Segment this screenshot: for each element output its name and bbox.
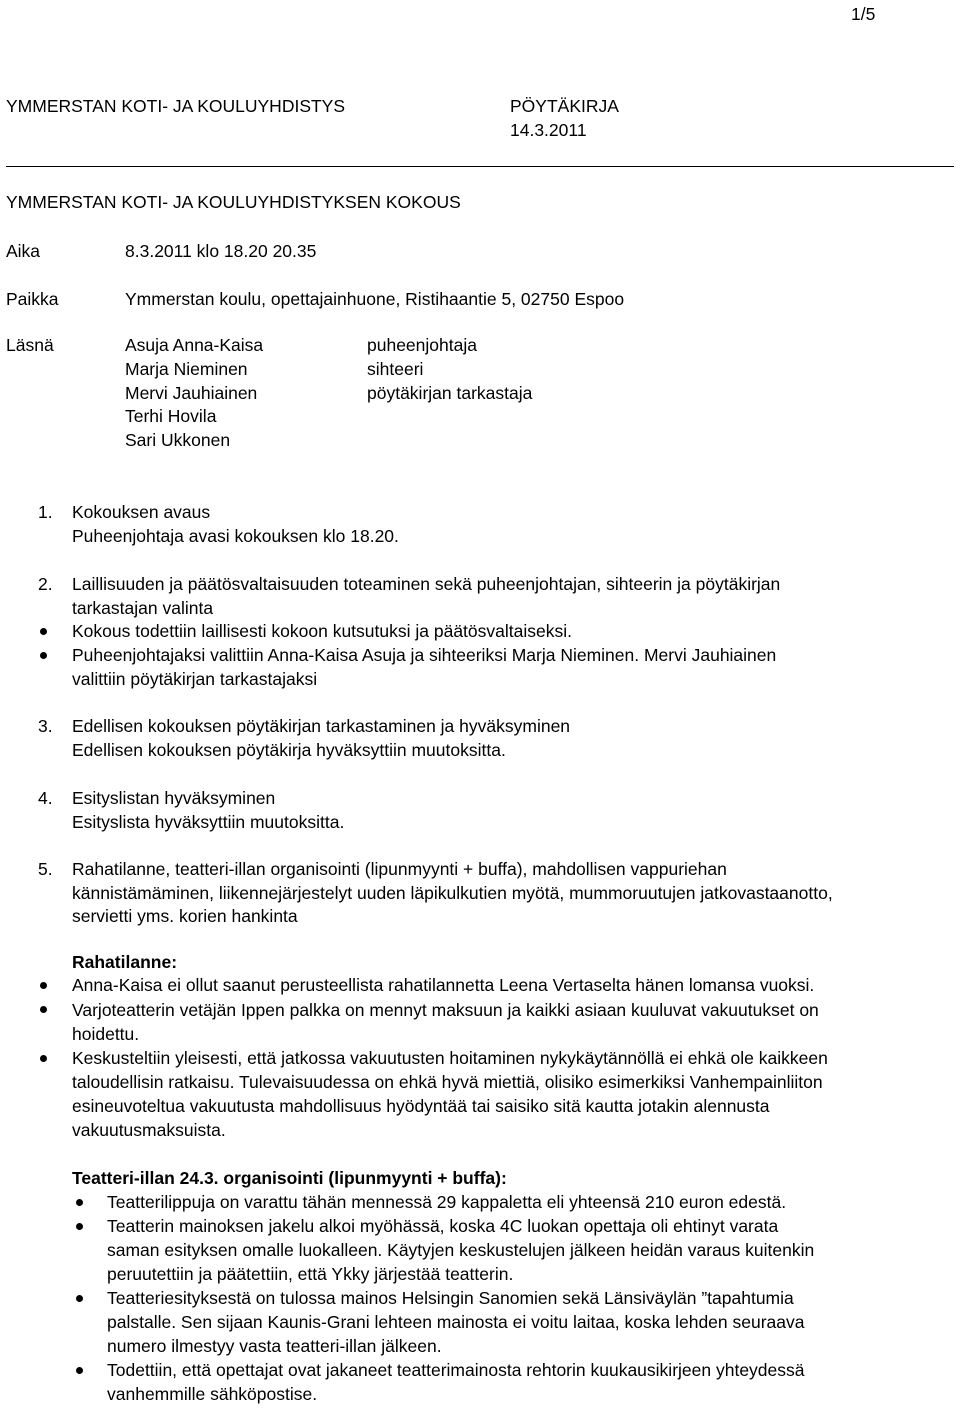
attendee-name: Sari Ukkonen: [125, 430, 231, 450]
section-heading: Rahatilanne:: [72, 952, 178, 972]
attendee-role: sihteeri: [367, 359, 424, 379]
aika-value: 8.3.2011 klo 18.20 20.35: [125, 241, 317, 261]
list-item: palstalle. Sen sijaan Kaunis-Grani lehteen mainosta ei voitu laitaa, koska lehden seuraava: [107, 1312, 805, 1332]
bullet-icon: [76, 1223, 83, 1230]
list-item: Teatteriesityksestä on tulossa mainos Helsingin Sanomien sekä Länsiväylän ”tapahtumia: [107, 1288, 794, 1308]
lasna-label: Läsnä: [6, 335, 54, 355]
bullet-icon: [40, 628, 47, 635]
item-title: servietti yms. korien hankinta: [72, 906, 298, 926]
list-item: numero ilmestyy vasta teatteri-illan jälkeen.: [107, 1336, 442, 1356]
item-title: Kokouksen avaus: [72, 502, 211, 522]
list-item: Keskusteltiin yleisesti, että jatkossa vakuutusten hoitaminen nykykäytännöllä ei ehkä ole kaikkeen: [72, 1048, 828, 1068]
meeting-title: YMMERSTAN KOTI- JA KOULUYHDISTYKSEN KOKOUS: [6, 192, 461, 212]
list-item: Varjoteatterin vetäjän Ippen palkka on mennyt maksuun ja kaikki asiaan kuuluvat vakuutukset on: [72, 1000, 819, 1020]
item-number: 4.: [38, 788, 53, 808]
list-item: valittiin pöytäkirjan tarkastajaksi: [72, 669, 318, 689]
list-item: Teatterilippuja on varattu tähän mennessä 29 kappaletta eli yhteensä 210 euron edestä.: [107, 1192, 787, 1212]
bullet-icon: [40, 1006, 47, 1013]
item-title: kännistämäminen, liikennejärjestelyt uuden läpikulkutien myötä, mummoruutujen jatkovastaanotto,: [72, 883, 833, 903]
item-title: tarkastajan valinta: [72, 598, 214, 618]
paikka-label: Paikka: [6, 289, 59, 309]
bullet-icon: [40, 982, 47, 989]
bullet-icon: [40, 1055, 47, 1062]
paikka-value: Ymmerstan koulu, opettajainhuone, Ristihaantie 5, 02750 Espoo: [125, 289, 625, 309]
item-number: 5.: [38, 859, 53, 879]
list-item: vanhemmille sähköpostise.: [107, 1384, 318, 1404]
item-number: 3.: [38, 716, 53, 736]
item-title: Rahatilanne, teatteri-illan organisointi (lipunmyynti + buffa), mahdollisen vappuriehan: [72, 859, 727, 879]
item-number: 1.: [38, 502, 53, 522]
document-date: 14.3.2011: [510, 120, 587, 140]
list-item: peruutettiin ja päätettiin, että Ykky järjestää teatterin.: [107, 1264, 514, 1284]
item-text: Puheenjohtaja avasi kokouksen klo 18.20.: [72, 526, 399, 546]
list-item: saman esityksen omalle luokalleen. Käytyjen keskustelujen jälkeen heidän varaus kuitenkin: [107, 1240, 815, 1260]
attendee-role: pöytäkirjan tarkastaja: [367, 383, 533, 403]
attendee-name: Terhi Hovila: [125, 406, 217, 426]
bullet-icon: [76, 1367, 83, 1374]
item-title: Esityslistan hyväksyminen: [72, 788, 276, 808]
attendee-name: Marja Nieminen: [125, 359, 248, 379]
list-item: vakuutusmaksuista.: [72, 1120, 226, 1140]
list-item: Kokous todettiin laillisesti kokoon kutsutuksi ja päätösvaltaiseksi.: [72, 621, 572, 641]
section-heading: Teatteri-illan 24.3. organisointi (lipunmyynti + buffa):: [72, 1168, 507, 1188]
bullet-icon: [76, 1199, 83, 1206]
item-title: Edellisen kokouksen pöytäkirjan tarkastaminen ja hyväksyminen: [72, 716, 571, 736]
item-number: 2.: [38, 574, 53, 594]
attendee-role: puheenjohtaja: [367, 335, 477, 355]
list-item: Puheenjohtajaksi valittiin Anna-Kaisa Asuja ja sihteeriksi Marja Nieminen. Mervi Jauhiainen: [72, 645, 777, 665]
list-item: hoidettu.: [72, 1024, 140, 1044]
attendee-name: Mervi Jauhiainen: [125, 383, 258, 403]
item-text: Edellisen kokouksen pöytäkirja hyväksyttiin muutoksitta.: [72, 740, 506, 760]
list-item: Anna-Kaisa ei ollut saanut perusteellista rahatilannetta Leena Vertaselta hänen lomansa vuoksi.: [72, 975, 815, 995]
list-item: esineuvoteltua vakuutusta mahdollisuus hyödyntää tai saisiko sitä kautta jotakin alennusta: [72, 1096, 770, 1116]
bullet-icon: [40, 652, 47, 659]
attendee-name: Asuja Anna-Kaisa: [125, 335, 264, 355]
bullet-icon: [76, 1295, 83, 1302]
item-text: Esityslista hyväksyttiin muutoksitta.: [72, 812, 345, 832]
list-item: Teatterin mainoksen jakelu alkoi myöhässä, koska 4C luokan opettaja oli ehtinyt varata: [107, 1216, 779, 1236]
list-item: Todettiin, että opettajat ovat jakaneet teatterimainosta rehtorin kuukausikirjeen yhteydessä: [107, 1360, 805, 1380]
header-divider: [6, 166, 954, 167]
page-number: 1/5: [851, 4, 876, 24]
item-title: Laillisuuden ja päätösvaltaisuuden toteaminen sekä puheenjohtajan, sihteerin ja pöytäkirjan: [72, 574, 781, 594]
document-type: PÖYTÄKIRJA: [510, 96, 619, 116]
aika-label: Aika: [6, 241, 41, 261]
organization-name: YMMERSTAN KOTI- JA KOULUYHDISTYS: [6, 96, 346, 116]
list-item: taloudellisin ratkaisu. Tulevaisuudessa on ehkä hyvä miettiä, olisiko esimerkiksi Vanhempainliiton: [72, 1072, 823, 1092]
